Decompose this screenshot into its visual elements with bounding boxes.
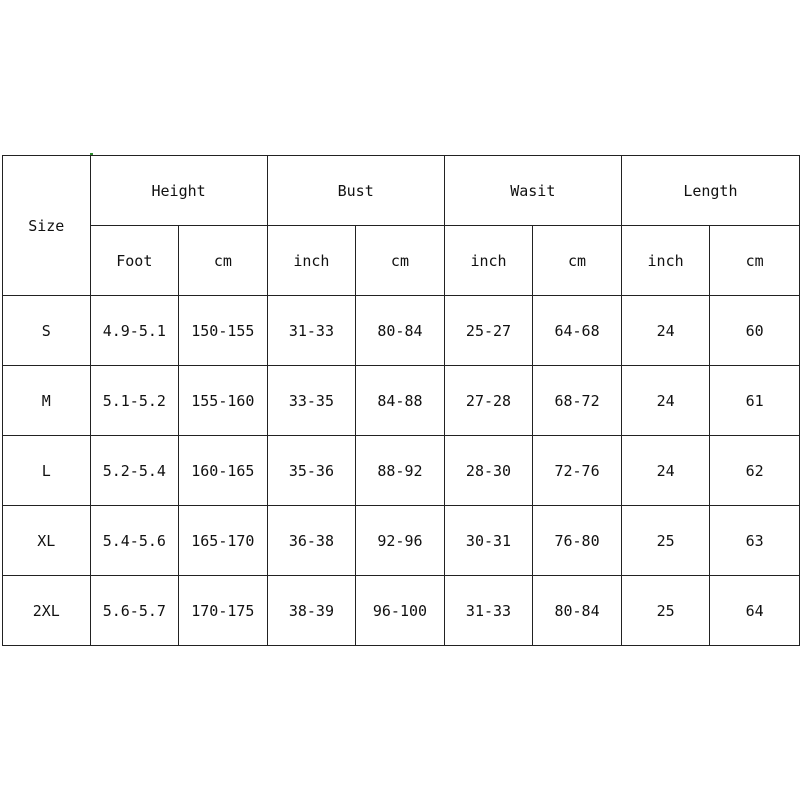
unit-header: cm	[710, 226, 800, 296]
table-cell: 31-33	[267, 296, 356, 366]
table-cell: 27-28	[444, 366, 533, 436]
table-cell: 60	[710, 296, 800, 366]
unit-header: inch	[267, 226, 356, 296]
table-cell: 72-76	[533, 436, 622, 506]
table-row	[3, 506, 800, 576]
table-cell: 62	[710, 436, 800, 506]
table-cell: 4.9-5.1	[90, 296, 179, 366]
table-cell: 31-33	[444, 576, 533, 646]
height-header: Height	[90, 156, 267, 226]
table-header-row	[3, 156, 800, 226]
table-cell: 30-31	[444, 506, 533, 576]
table-cell: 64-68	[533, 296, 622, 366]
table-cell: 80-84	[533, 576, 622, 646]
table-unit-row	[3, 226, 800, 296]
table-row	[3, 366, 800, 436]
table-row	[3, 576, 800, 646]
size-chart-table	[2, 155, 800, 646]
table-cell: 36-38	[267, 506, 356, 576]
unit-header: cm	[533, 226, 622, 296]
table-cell: 24	[621, 436, 710, 506]
table-cell: 88-92	[356, 436, 445, 506]
table-cell: 170-175	[179, 576, 268, 646]
table-cell: 165-170	[179, 506, 268, 576]
waist-header: Wasit	[444, 156, 621, 226]
table-cell: 28-30	[444, 436, 533, 506]
table-cell: 61	[710, 366, 800, 436]
length-header: Length	[621, 156, 799, 226]
unit-header: inch	[621, 226, 710, 296]
size-header: Size	[3, 156, 91, 296]
table-row	[3, 436, 800, 506]
table-cell: 5.1-5.2	[90, 366, 179, 436]
table-cell: 24	[621, 296, 710, 366]
table-cell: 63	[710, 506, 800, 576]
bust-header: Bust	[267, 156, 444, 226]
table-cell: 96-100	[356, 576, 445, 646]
table-cell: 150-155	[179, 296, 268, 366]
table-cell: 5.2-5.4	[90, 436, 179, 506]
size-cell: L	[3, 436, 91, 506]
table-cell: 76-80	[533, 506, 622, 576]
table-cell: 38-39	[267, 576, 356, 646]
table-cell: 5.6-5.7	[90, 576, 179, 646]
table-cell: 25	[621, 576, 710, 646]
unit-header: cm	[356, 226, 445, 296]
table-cell: 33-35	[267, 366, 356, 436]
unit-header: inch	[444, 226, 533, 296]
table-cell: 92-96	[356, 506, 445, 576]
table-cell: 25	[621, 506, 710, 576]
size-cell: S	[3, 296, 91, 366]
table-cell: 5.4-5.6	[90, 506, 179, 576]
table-cell: 35-36	[267, 436, 356, 506]
size-cell: M	[3, 366, 91, 436]
unit-header: cm	[179, 226, 268, 296]
table-cell: 80-84	[356, 296, 445, 366]
table-cell: 84-88	[356, 366, 445, 436]
unit-header: Foot	[90, 226, 179, 296]
table-row	[3, 296, 800, 366]
table-cell: 25-27	[444, 296, 533, 366]
size-cell: XL	[3, 506, 91, 576]
table-cell: 24	[621, 366, 710, 436]
table-cell: 68-72	[533, 366, 622, 436]
size-cell: 2XL	[3, 576, 91, 646]
table-cell: 155-160	[179, 366, 268, 436]
table-cell: 160-165	[179, 436, 268, 506]
table-cell: 64	[710, 576, 800, 646]
